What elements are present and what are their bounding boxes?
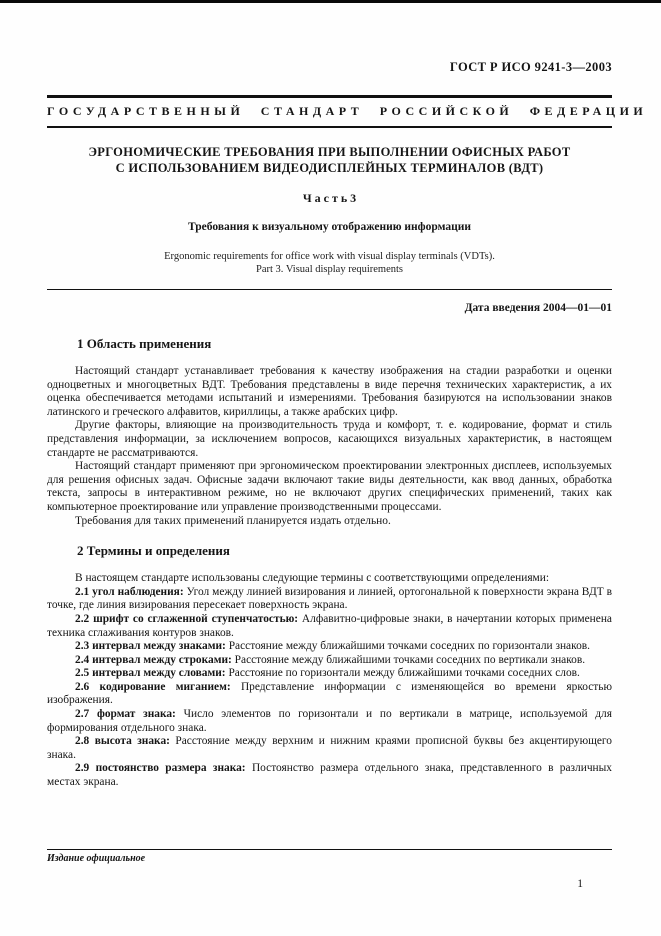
term-name: кодирование миганием: xyxy=(99,680,231,693)
standard-banner-text: ГОСУДАРСТВЕННЫЙ СТАНДАРТ РОССИЙСКОЙ ФЕДЕРАЦИИ xyxy=(47,104,648,118)
term-number: 2.3 xyxy=(75,640,90,653)
document-title xyxy=(47,144,612,176)
term-entry xyxy=(47,654,612,668)
term-name: интервал между строками: xyxy=(92,653,232,666)
term-entry xyxy=(47,708,612,735)
term-entry xyxy=(47,586,612,613)
standard-banner xyxy=(47,95,648,128)
divider xyxy=(47,289,612,290)
official-edition-note: Издание официальное xyxy=(47,853,146,864)
section-1-body xyxy=(47,365,612,528)
term-name: формат знака: xyxy=(96,708,176,721)
title-english xyxy=(47,250,612,276)
title-line-1: ЭРГОНОМИЧЕСКИЕ ТРЕБОВАНИЯ ПРИ ВЫПОЛНЕНИИ ОФИСНЫХ РАБОТ xyxy=(88,145,571,159)
term-name: интервал между словами: xyxy=(92,667,226,680)
paragraph: Другие факторы, влияющие на производительность труда и комфорт, т. е. кодирование, формат и стиль представления информации, за исключением вопросов, касающихся визуальных характеристик, в настоящем стандарте не рассматриваются. xyxy=(47,419,612,459)
effective-date: Дата введения 2004—01—01 xyxy=(464,302,612,314)
term-number: 2.5 xyxy=(75,667,90,680)
paragraph: В настоящем стандарте использованы следующие термины с соответствующими определениями: xyxy=(75,572,550,585)
section-1-heading: 1 Область применения xyxy=(77,336,212,351)
term-number: 2.4 xyxy=(75,653,90,666)
term-name: высота знака: xyxy=(94,735,170,748)
term-definition: Расстояние между ближайшими точками соседних по вертикали знаков. xyxy=(234,653,586,666)
term-number: 2.1 xyxy=(75,585,90,598)
term-name: интервал между знаками: xyxy=(92,640,226,653)
page-number: 1 xyxy=(577,878,583,890)
footer xyxy=(47,849,612,864)
term-name: постоянство размера знака: xyxy=(95,762,246,775)
term-definition: Расстояние между ближайшими точками соседних по горизонтали знаков. xyxy=(228,640,590,653)
title-english-line-2: Part 3. Visual display requirements xyxy=(255,264,404,275)
term-entry xyxy=(47,613,612,640)
term-definition: Алфавитно-цифровые знаки, в начертании которых применена техника сглаживания контуров знаков. xyxy=(47,612,612,639)
section-2-body xyxy=(47,572,612,790)
title-english-line-1: Ergonomic requirements for office work with visual display terminals (VDTs). xyxy=(164,251,495,262)
document-code: ГОСТ Р ИСО 9241-3—2003 xyxy=(449,60,612,74)
term-entry xyxy=(47,735,612,762)
term-entry xyxy=(47,762,612,789)
term-entry xyxy=(47,667,612,681)
section-2-heading: 2 Термины и определения xyxy=(77,543,230,559)
term-definition: Представление информации с изменяющейся во времени яркостью изображения. xyxy=(47,680,612,707)
term-definition: Постоянство размера отдельного знака, представленного в различных местах экрана. xyxy=(47,762,612,789)
term-number: 2.7 xyxy=(75,708,90,721)
part-label: Ч а с т ь 3 xyxy=(302,191,357,205)
term-definition: Расстояние по горизонтали между ближайшими точками соседних слов. xyxy=(228,667,580,680)
subtitle: Требования к визуальному отображению информации xyxy=(188,221,471,233)
paragraph: Требования для таких применений планируется издать отдельно. xyxy=(75,514,391,527)
term-entry xyxy=(47,640,612,654)
term-number: 2.6 xyxy=(75,680,90,693)
term-number: 2.9 xyxy=(75,762,90,775)
term-definition: Расстояние между верхним и нижним краями прописной буквы без акцентирующего знака. xyxy=(47,735,612,761)
term-entry xyxy=(47,681,612,708)
term-definition: Угол между линией визирования и линией, ортогональной к поверхности экрана ВДТ в точке, где линия визирования пересекает поверхность экрана. xyxy=(47,585,612,612)
term-number: 2.2 xyxy=(75,612,90,625)
term-definition: Число элементов по горизонтали и по вертикали в матрице, используемой для формирования отдельного знака. xyxy=(47,708,612,734)
term-number: 2.8 xyxy=(75,735,90,748)
paragraph: Настоящий стандарт устанавливает требования к качеству изображения на стадии разработки и оценки одноцветных и многоцветных ВДТ. Требования представлены в виде перечня технических характеристик, а их оценка обеспечивается методами испытаний и измерениями. Требования базируются на использовании знаков латинского и греческого алфавитов, кириллицы, а также арабских цифр. xyxy=(47,365,612,418)
paragraph: Настоящий стандарт применяют при эргономическом проектировании электронных дисплеев, используемых для решения офисных задач. Офисные задачи включают такие виды деятельности, как ввод данных, обработка текста, запросы в интерактивном режиме, но не включают других специфических применений, таких как компьютерное проектирование или управление производственными процессами. xyxy=(47,460,612,513)
title-line-2: С ИСПОЛЬЗОВАНИЕМ ВИДЕОДИСПЛЕЙНЫХ ТЕРМИНАЛОВ (ВДТ) xyxy=(115,161,544,175)
term-name: шрифт со сглаженной ступенчатостью: xyxy=(93,612,299,625)
term-name: угол наблюдения: xyxy=(92,585,184,598)
